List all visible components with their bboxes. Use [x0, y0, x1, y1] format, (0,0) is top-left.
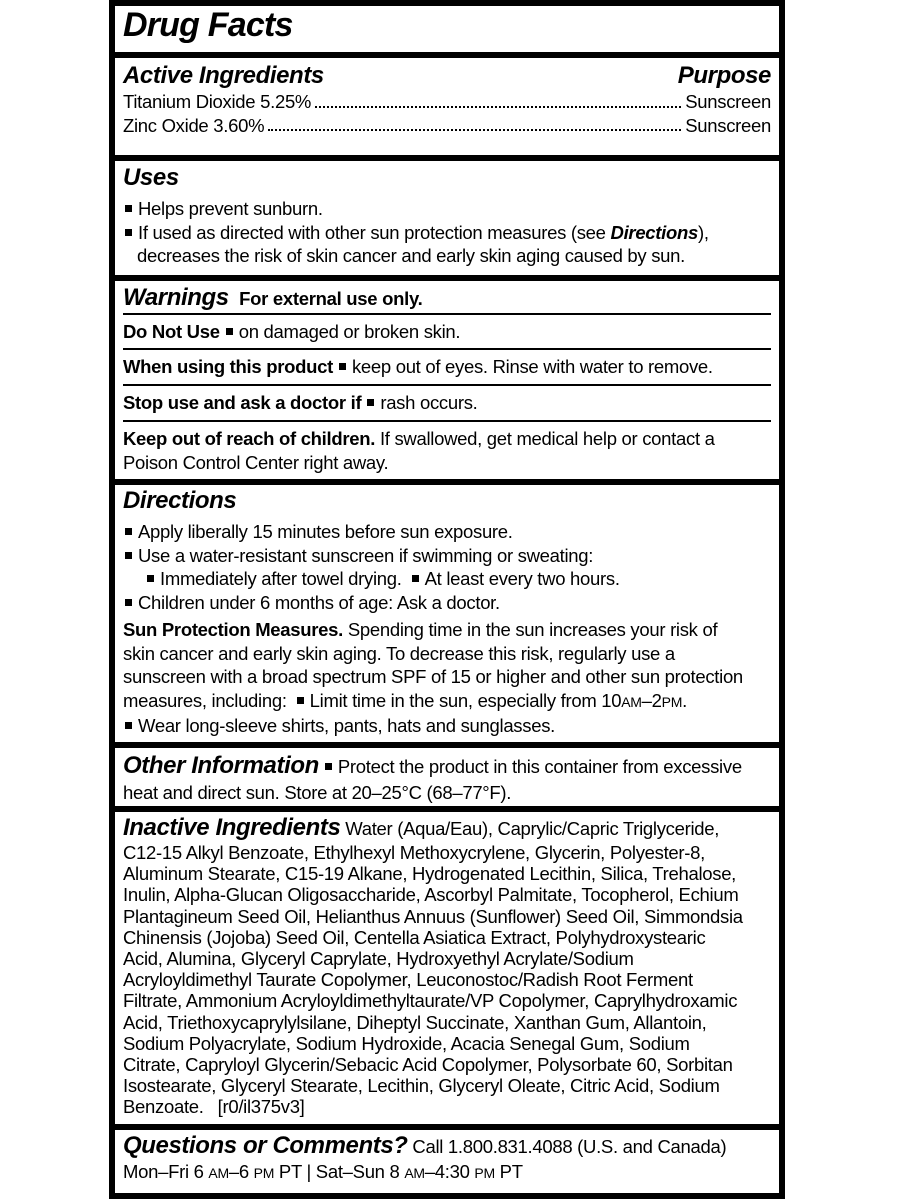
ingredient-name: Titanium Dioxide 5.25% [123, 91, 312, 112]
when-using-row: When using this product keep out of eyes. Rinse with water to remove. [123, 356, 713, 377]
hours-text: Mon–Fri 6 AM–6 PM PT | Sat–Sun 8 AM–4:30 PM PT [123, 1161, 523, 1182]
ingredient-line: Inulin, Alpha-Glucan Oligosaccharide, Ascorbyl Palmitate, Tocopherol, Echium [123, 884, 739, 906]
bullet-icon [125, 528, 132, 535]
active-ingredients-section [115, 62, 779, 137]
sun-protection-line: sunscreen with a broad spectrum SPF of 15 or higher and other sun protection [123, 666, 743, 687]
ingredient-line: Filtrate, Ammonium Acryloyldimethyltaurate/VP Copolymer, Caprylhydroxamic [123, 990, 738, 1012]
list-item: Children under 6 months of age: Ask a doctor. [123, 591, 771, 615]
sun-protection-line: skin cancer and early skin aging. To decrease this risk, regularly use a [123, 642, 675, 664]
ingredient-line: C12-15 Alkyl Benzoate, Ethylhexyl Methoxycrylene, Glycerin, Polyester-8, [123, 842, 705, 863]
sun-protection-line: measures, including: Limit time in the sun, especially from 10AM–2PM. [123, 689, 687, 711]
divider [123, 348, 771, 350]
list-item: Wear long-sleeve shirts, pants, hats and sunglasses. [123, 714, 771, 738]
drug-facts-panel [109, 0, 785, 1199]
other-information-section: Other Information Protect the product in this container from excessive heat and direct sun. Store at 20–25°C (68–77°F). [115, 752, 779, 805]
bullet-icon [297, 697, 304, 704]
keep-out-row: Keep out of reach of children. If swallowed, get medical help or contact a Poison Control Center right away. [123, 428, 715, 473]
divider [123, 384, 771, 386]
list-item: Helps prevent sunburn. [123, 197, 771, 221]
bullet-icon [125, 229, 132, 236]
ingredient-line: Chinensis (Jojoba) Seed Oil, Centella Asiatica Extract, Polyhydroxystearic [123, 926, 706, 948]
bullet-icon [125, 722, 132, 729]
other-information-text: heat and direct sun. Store at 20–25°C (68–77°F). [123, 782, 512, 803]
page-title: Drug Facts [123, 6, 293, 44]
bullet-icon [226, 328, 233, 335]
formula-code: [r0/il375v3] [217, 1096, 305, 1118]
ingredient-line: Citrate, Capryloyl Glycerin/Sebacic Acid Copolymer, Polysorbate 60, Sorbitan [123, 1054, 733, 1076]
divider [123, 313, 771, 315]
phone-text: Call 1.800.831.4088 (U.S. and Canada) [412, 1136, 727, 1157]
active-ingredients-heading: Active Ingredients [123, 62, 324, 89]
list-item: Apply liberally 15 minutes before sun exposure. [123, 520, 771, 544]
inactive-ingredients-heading: Inactive Ingredients [123, 814, 341, 841]
leader-dots [268, 129, 681, 131]
questions-heading: Questions or Comments? [123, 1132, 408, 1159]
list-item-continued: decreases the risk of skin cancer and early skin aging caused by sun. [137, 245, 685, 266]
bullet-icon [339, 363, 346, 370]
bullet-icon [147, 575, 154, 582]
uses-heading: Uses [123, 164, 179, 191]
bullet-icon [412, 575, 419, 582]
stop-use-row: Stop use and ask a doctor if rash occurs. [123, 392, 478, 413]
ingredient-line: Isostearate, Glyceryl Stearate, Lecithin, Glyceryl Oleate, Citric Acid, Sodium [123, 1075, 720, 1097]
divider [115, 742, 779, 748]
bullet-icon [125, 205, 132, 212]
uses-section [115, 164, 779, 268]
ingredient-line: Benzoate. [r0/il375v3] [123, 1096, 305, 1118]
list-item: Use a water-resistant sunscreen if swimming or sweating: [123, 544, 771, 568]
directions-heading: Directions [123, 487, 237, 514]
sub-list-item: Immediately after towel drying. At least every two hours. [123, 567, 771, 591]
bullet-icon [125, 552, 132, 559]
ingredient-line: Aluminum Stearate, C15-19 Alkane, Hydrogenated Lecithin, Silica, Trehalose, [123, 863, 737, 885]
list-item: If used as directed with other sun protection measures (see Directions), [123, 221, 771, 245]
divider [115, 806, 779, 812]
ingredient-row [123, 114, 771, 138]
ingredient-name: Zinc Oxide 3.60% [123, 114, 265, 136]
divider [123, 420, 771, 422]
ingredient-line: Acid, Triethoxycaprylylsilane, Diheptyl Succinate, Xanthan Gum, Allantoin, [123, 1011, 707, 1033]
external-use-text: For external use only. [239, 288, 423, 309]
bullet-icon [125, 599, 132, 606]
ingredient-line: Acryloyldimethyl Taurate Copolymer, Leuconostoc/Radish Root Ferment [123, 969, 693, 991]
leader-dots [315, 106, 681, 108]
ingredient-row [123, 90, 771, 114]
inactive-ingredients-section: Inactive Ingredients Water (Aqua/Eau), Caprylic/Capric Triglyceride, C12-15 Alkyl Benzoate, Ethylhexyl Methoxycrylene, Glycerin, Polyester-8, Aluminum Stearate, C15-19 Alkane, Hydrogenated Lecithin, Silica, Trehalose, Inulin, Alpha-Glucan Oligosaccharide, Ascorbyl Palmitate, Tocopherol, Echium Plantagineum Seed Oil, Helianthus Annuus (Sunflower) Seed Oil, Simmondsia Chinensis (Jojoba) Seed Oil, Centella Asiatica Extract, Polyhydroxystearic Acid, Alumina, Glyceryl Caprylate, Hydroxyethyl Acrylate/Sodium Acryloyldimethyl Taurate Copolymer, Leuconostoc/Radish Root Ferment Filtrate, Ammonium Acryloyldimethyltaurate/VP Copolymer, Caprylhydroxamic Acid, Triethoxycaprylylsilane, Diheptyl Succinate, Xanthan Gum, Allantoin, Sodium Polyacrylate, Sodium Hydroxide, Acacia Senegal Gum, Sodium Citrate, Capryloyl Glycerin/Sebacic Acid Copolymer, Polysorbate 60, Sorbitan Isostearate, Glyceryl Stearate, Lecithin, Glyceryl Oleate, Citric Acid, Sodium Benzoate. [r0/il375v3] [115, 815, 779, 1118]
sun-protection-line: Sun Protection Measures. Spending time in the sun increases your risk of [123, 619, 718, 640]
ingredient-line: Acid, Alumina, Glyceryl Caprylate, Hydroxyethyl Acrylate/Sodium [123, 948, 634, 970]
divider [115, 275, 779, 281]
bottom-border [115, 1193, 779, 1199]
bullet-icon [367, 399, 374, 406]
ingredient-line: Plantagineum Seed Oil, Helianthus Annuus (Sunflower) Seed Oil, Simmondsia [123, 905, 743, 927]
bullet-icon [325, 763, 332, 770]
warnings-heading: Warnings [123, 284, 229, 311]
do-not-use-row: Do Not Use on damaged or broken skin. [123, 321, 461, 342]
warnings-section [115, 284, 779, 312]
other-information-heading: Other Information [123, 752, 319, 779]
ingredient-purpose: Sunscreen [685, 114, 771, 136]
directions-section [115, 487, 779, 738]
title-section [115, 6, 779, 45]
divider [115, 1124, 779, 1130]
divider [115, 52, 779, 58]
purpose-heading: Purpose [677, 62, 771, 89]
divider [115, 479, 779, 485]
ingredient-purpose: Sunscreen [685, 91, 771, 112]
questions-section [115, 1133, 779, 1186]
divider [115, 155, 779, 161]
ingredient-line: Sodium Polyacrylate, Sodium Hydroxide, Acacia Senegal Gum, Sodium [123, 1032, 690, 1054]
